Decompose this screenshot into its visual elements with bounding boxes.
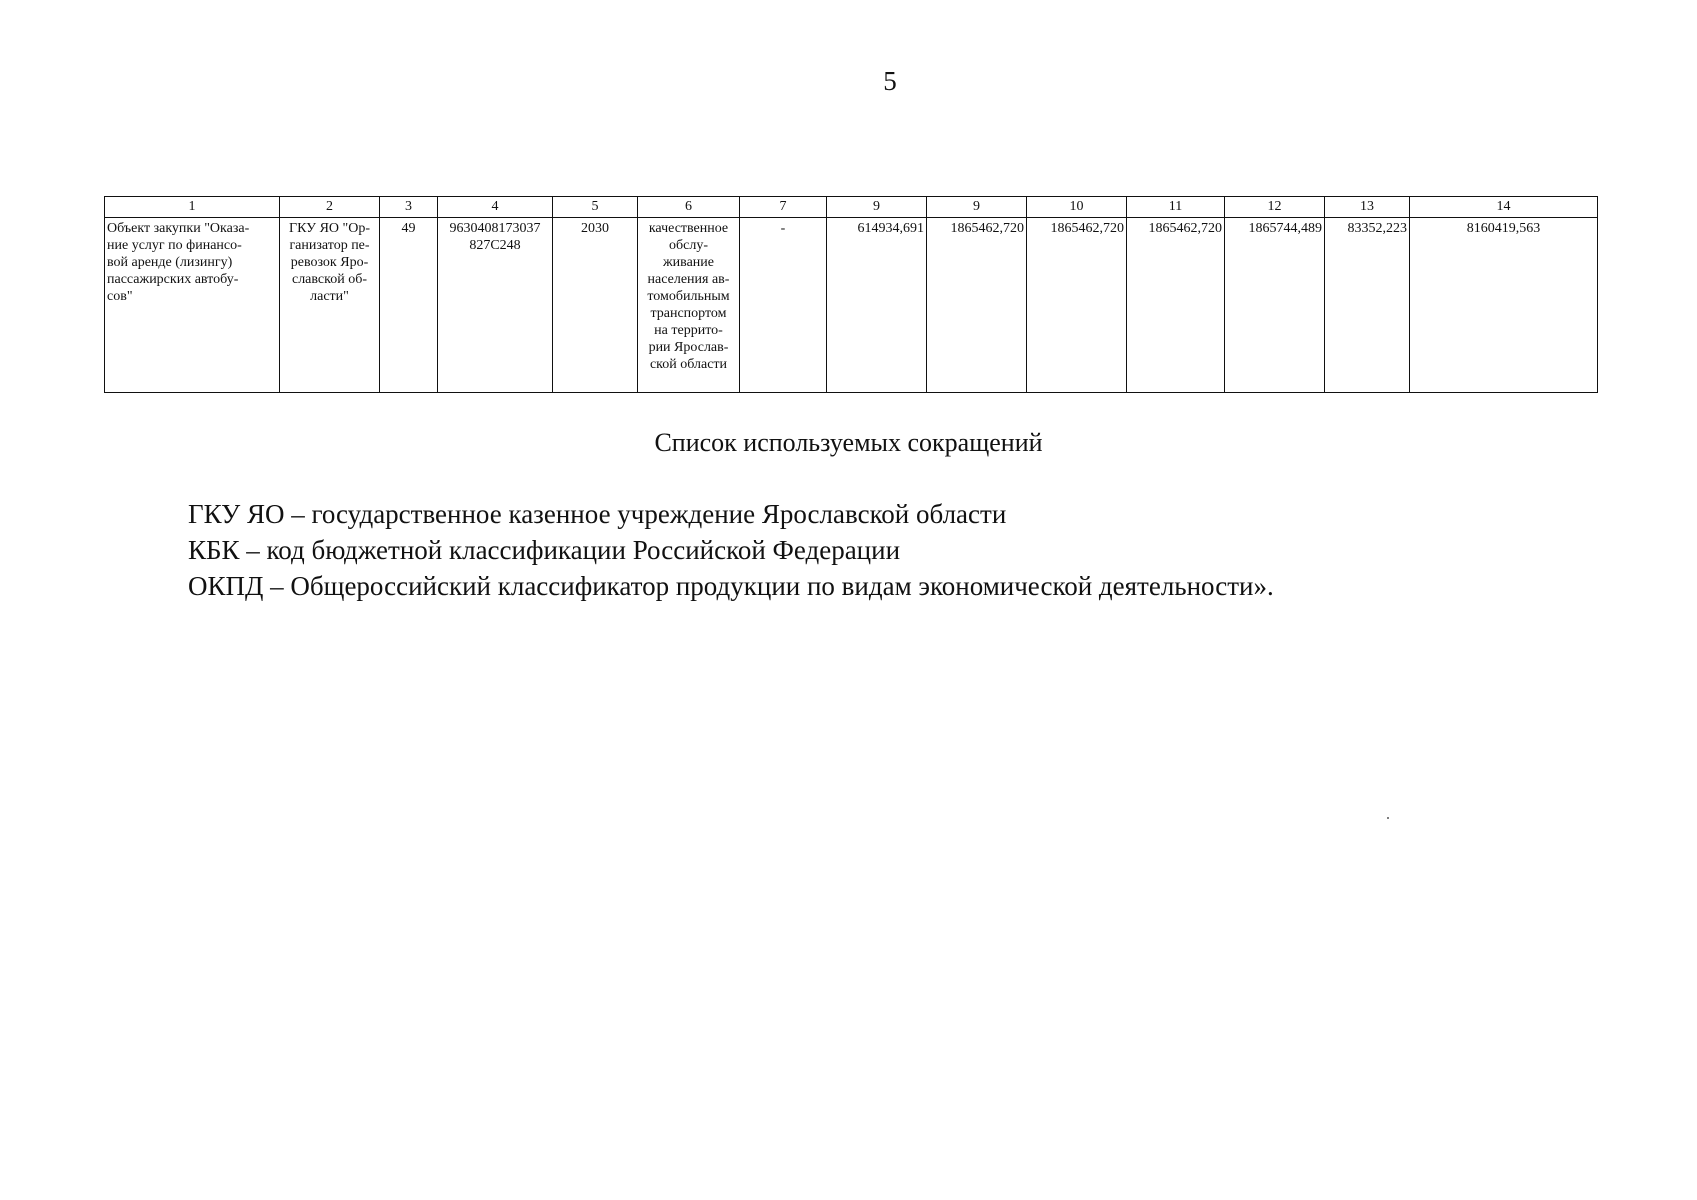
cell-total-amount: 8160419,563 [1410, 218, 1598, 393]
column-header: 6 [638, 197, 740, 218]
column-header: 3 [380, 197, 438, 218]
cell-amount: 1865462,720 [927, 218, 1027, 393]
cell-purpose: качественное обслу- живание населения ав- томобильным транспортом на террито- рии Ярослав- ской области [638, 218, 740, 393]
column-header: 10 [1027, 197, 1127, 218]
column-header: 5 [553, 197, 638, 218]
cell-year: 2030 [553, 218, 638, 393]
column-header: 14 [1410, 197, 1598, 218]
column-header: 1 [105, 197, 280, 218]
abbreviation-item: ГКУ ЯО – государственное казенное учреждение Ярославской области [188, 499, 1007, 529]
cell-amount: 614934,691 [827, 218, 927, 393]
abbreviation-item: КБК – код бюджетной классификации Российской Федерации [188, 535, 901, 565]
column-header: 13 [1325, 197, 1410, 218]
procurement-table [104, 196, 1598, 393]
column-header: 12 [1225, 197, 1325, 218]
column-header: 9 [927, 197, 1027, 218]
procurement-table-container [104, 196, 1598, 393]
cell-code: 9630408173037 827C248 [438, 218, 553, 393]
column-header: 7 [740, 197, 827, 218]
cell-amount: 1865744,489 [1225, 218, 1325, 393]
cell-amount: 83352,223 [1325, 218, 1410, 393]
cell-customer: ГКУ ЯО "Ор- ганизатор пе- ревозок Яро- славской об- ласти" [280, 218, 380, 393]
column-header: 11 [1127, 197, 1225, 218]
abbreviation-item: ОКПД – Общероссийский классификатор продукции по видам экономической деятельности». [188, 571, 1274, 601]
column-header: 9 [827, 197, 927, 218]
cell-col-3: 49 [380, 218, 438, 393]
abbreviations-list [188, 496, 1274, 604]
column-header: 2 [280, 197, 380, 218]
table-header-row [105, 197, 1598, 218]
abbreviations-title: Список используемых сокращений [654, 428, 1043, 457]
cell-col-7: - [740, 218, 827, 393]
cell-procurement-object: Объект закупки "Оказа- ние услуг по финансо- вой аренде (лизингу) пассажирских автобу- сов" [105, 218, 280, 393]
cell-amount: 1865462,720 [1127, 218, 1225, 393]
cell-amount: 1865462,720 [1027, 218, 1127, 393]
page-number: 5 [883, 66, 897, 96]
scan-speck [1387, 817, 1389, 819]
column-header: 4 [438, 197, 553, 218]
table-row [105, 218, 1598, 393]
